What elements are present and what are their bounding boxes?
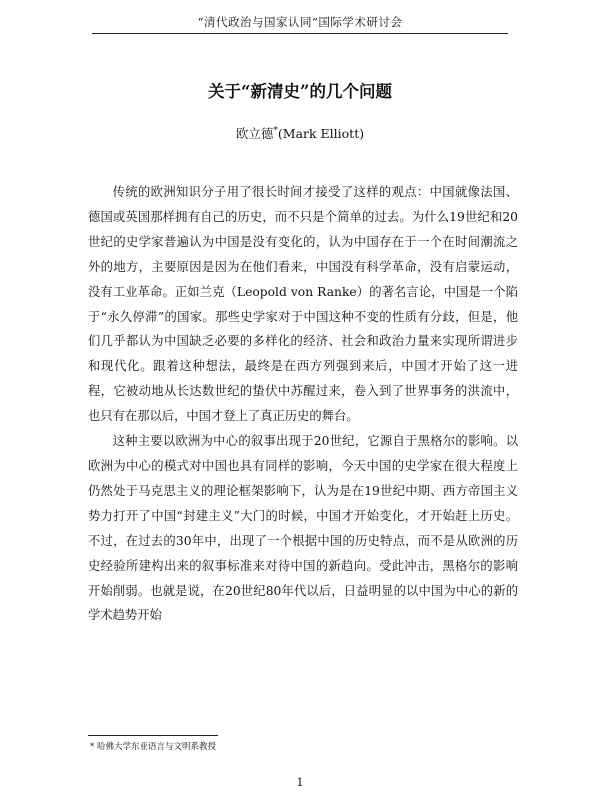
header-rule — [92, 33, 508, 34]
paragraph-1: 传统的欧洲知识分子用了很长时间才接受了这样的观点：中国就像法国、德国或英国那样拥有自己的历史，而不只是个简单的过去。为什么19世纪和20世纪的史学家普遍认为中国是没有变化的，认为中国存在于一个在时间潮流之外的地方，主要原因是因为在他们看来，中国没有科学革命，没有启蒙运动，没有工业革命。正如兰克（Leopold von Ranke）的著名言论，中国是一个陷于“永久停滞”的国家。那些史学家对于中国这种不变的性质有分歧，但是，他们几乎都认为中国缺乏必要的多样化的经济、社会和政治力量来实现所谓进步和现代化。跟着这种想法，最终是在西方列强到来后，中国才开始了这一进程，它被动地从长达数世纪的蛰伏中苏醒过来，卷入到了世界事务的洪流中，也只有在那以后，中国才登上了真正历史的舞台。 — [88, 185, 518, 424]
footnote: * 哈佛大学东亚语言与文明系教授 — [90, 742, 216, 752]
article-title: 关于“新清史”的几个问题 — [208, 82, 392, 101]
author-english-name: (Mark Elliott) — [277, 126, 365, 141]
page-number: 1 — [296, 776, 304, 789]
running-header: “清代政治与国家认同”国际学术研讨会 — [197, 15, 403, 29]
author-name: 欧立德 — [235, 126, 274, 141]
author-footnote-marker: * — [273, 125, 278, 136]
paragraph-2: 这种主要以欧洲为中心的叙事出现于20世纪，它源自于黑格尔的影响。以欧洲为中心的模式对中国也具有同样的影响，今天中国的史学家在很大程度上仍然处于马克思主义的理论框架影响下，认为是在19世纪中期、西方帝国主义势力打开了中国“封建主义”大门的时候，中国才开始变化，才开始赶上历史。不过，在过去的30年中，出现了一个根据中国的历史特点，而不是从欧洲的历史经验所建构出来的叙事标准来对待中国的新趋向。受此冲击，黑格尔的影响开始削弱。也就是说，在20世纪80年代以后，日益明显的以中国为中心的新的学术趋势开始 — [88, 434, 518, 623]
footnote-rule — [88, 735, 218, 736]
body-text — [88, 180, 518, 628]
author-line — [0, 124, 600, 142]
